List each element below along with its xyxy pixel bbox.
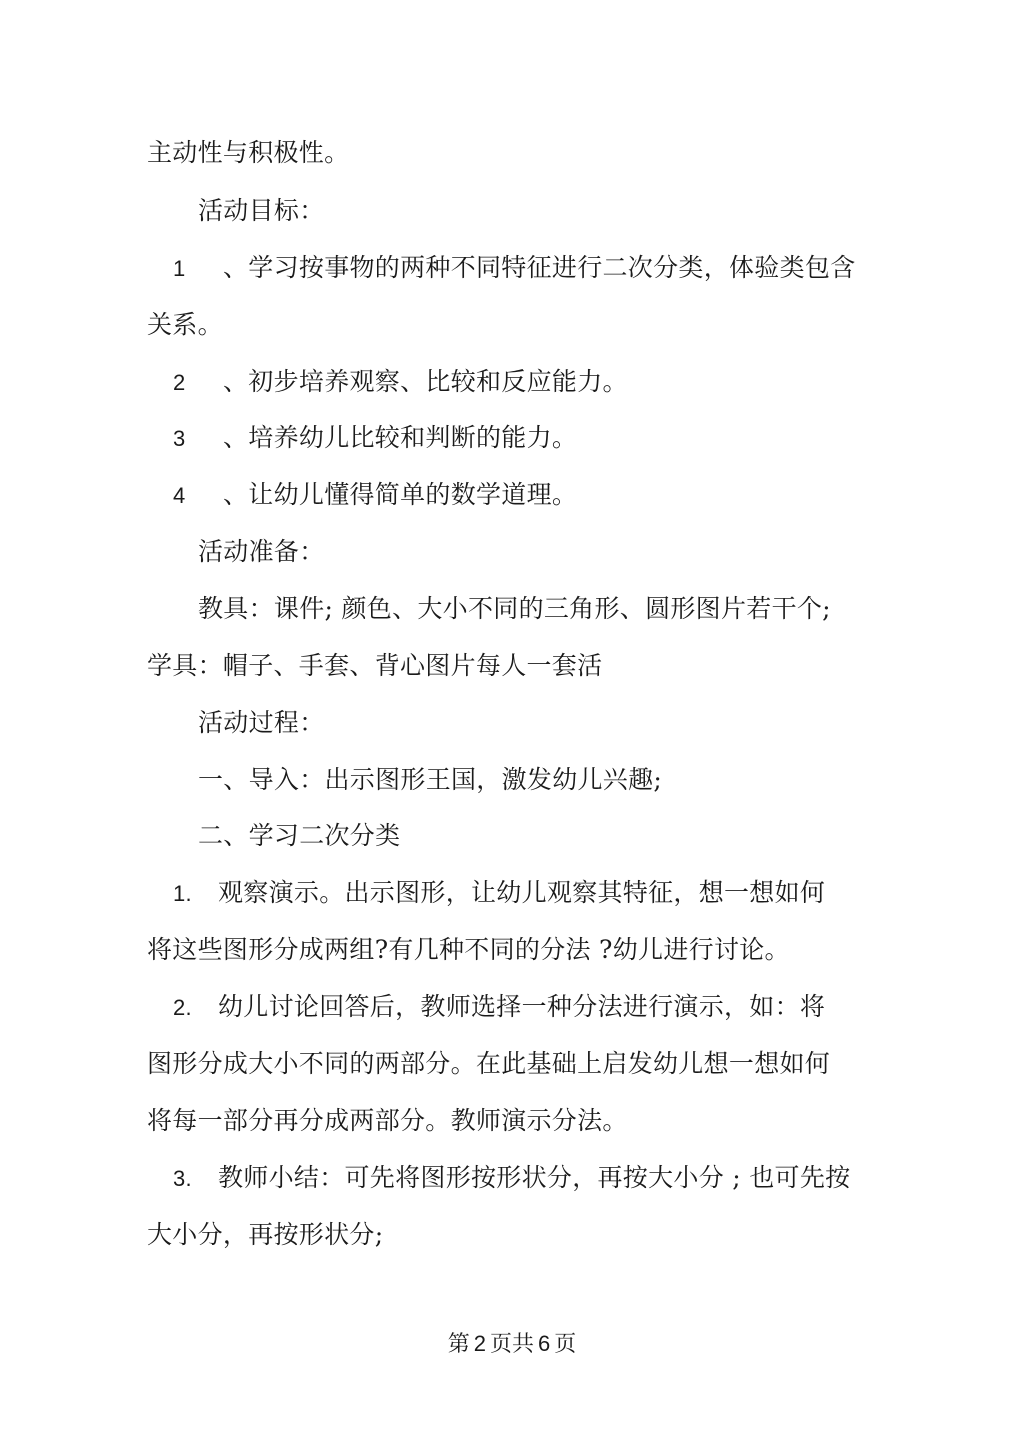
list-number: 1 bbox=[173, 256, 186, 281]
list-item bbox=[147, 253, 867, 284]
list-item bbox=[147, 480, 867, 511]
footer-prefix: 第 bbox=[447, 1332, 470, 1357]
page-footer bbox=[0, 1330, 1024, 1359]
list-number: 4 bbox=[173, 483, 186, 508]
line-text: 关系。 bbox=[147, 310, 223, 339]
footer-suffix: 页 bbox=[554, 1332, 577, 1357]
line-text: 、学习按事物的两种不同特征进行二次分类，体验类包含 bbox=[223, 253, 856, 282]
list-number: 3 bbox=[173, 426, 186, 451]
paragraph-line bbox=[198, 821, 918, 851]
line-text: 大小分，再按形状分; bbox=[147, 1220, 384, 1249]
list-number: 2 bbox=[173, 370, 186, 395]
line-text: 教师小结：可先将图形按形状分，再按大小分 ; 也可先按 bbox=[218, 1163, 851, 1192]
list-item bbox=[147, 878, 867, 909]
list-number: 2. bbox=[173, 995, 192, 1020]
line-text: 、培养幼儿比较和判断的能力。 bbox=[223, 423, 578, 452]
paragraph-line bbox=[147, 1106, 867, 1136]
line-text: 二、学习二次分类 bbox=[198, 821, 401, 850]
line-text: 学具：帽子、手套、背心图片每人一套活 bbox=[147, 651, 603, 680]
footer-middle: 页共 bbox=[489, 1332, 534, 1357]
line-text: 图形分成大小不同的两部分。在此基础上启发幼儿想一想如何 bbox=[147, 1049, 831, 1078]
paragraph-line bbox=[147, 310, 867, 340]
page-number: 2 bbox=[473, 1331, 486, 1356]
line-text: 活动过程： bbox=[198, 708, 325, 737]
paragraph-line bbox=[198, 765, 918, 795]
paragraph-line bbox=[147, 651, 867, 681]
line-text: 将每一部分再分成两部分。教师演示分法。 bbox=[147, 1106, 628, 1135]
section-heading-goals bbox=[198, 196, 918, 226]
line-text: 观察演示。出示图形，让幼儿观察其特征，想一想如何 bbox=[218, 878, 826, 907]
paragraph-line bbox=[147, 1220, 867, 1250]
section-heading-preparation bbox=[198, 537, 918, 567]
line-text: 主动性与积极性。 bbox=[147, 138, 350, 167]
paragraph-line bbox=[147, 1049, 867, 1079]
paragraph-line bbox=[198, 594, 918, 624]
line-text: 一、导入：出示图形王国，激发幼儿兴趣; bbox=[198, 765, 663, 794]
list-item bbox=[147, 367, 867, 398]
line-text: 活动目标： bbox=[198, 196, 325, 225]
line-text: 幼儿讨论回答后，教师选择一种分法进行演示，如：将 bbox=[218, 992, 826, 1021]
line-text: 、让幼儿懂得简单的数学道理。 bbox=[223, 480, 578, 509]
paragraph-line bbox=[147, 935, 867, 965]
line-text: 将这些图形分成两组?有几种不同的分法 ?幼儿进行讨论。 bbox=[147, 935, 790, 964]
section-heading-process bbox=[198, 708, 918, 738]
line-text: 、初步培养观察、比较和反应能力。 bbox=[223, 367, 628, 396]
list-item bbox=[147, 992, 867, 1023]
paragraph-line bbox=[147, 138, 867, 168]
list-item bbox=[147, 423, 867, 454]
line-text: 活动准备： bbox=[198, 537, 325, 566]
total-pages: 6 bbox=[538, 1331, 551, 1356]
list-item bbox=[147, 1163, 867, 1194]
line-text: 教具：课件; 颜色、大小不同的三角形、圆形图片若干个; bbox=[198, 594, 831, 623]
list-number: 1. bbox=[173, 881, 192, 906]
list-number: 3. bbox=[173, 1166, 192, 1191]
